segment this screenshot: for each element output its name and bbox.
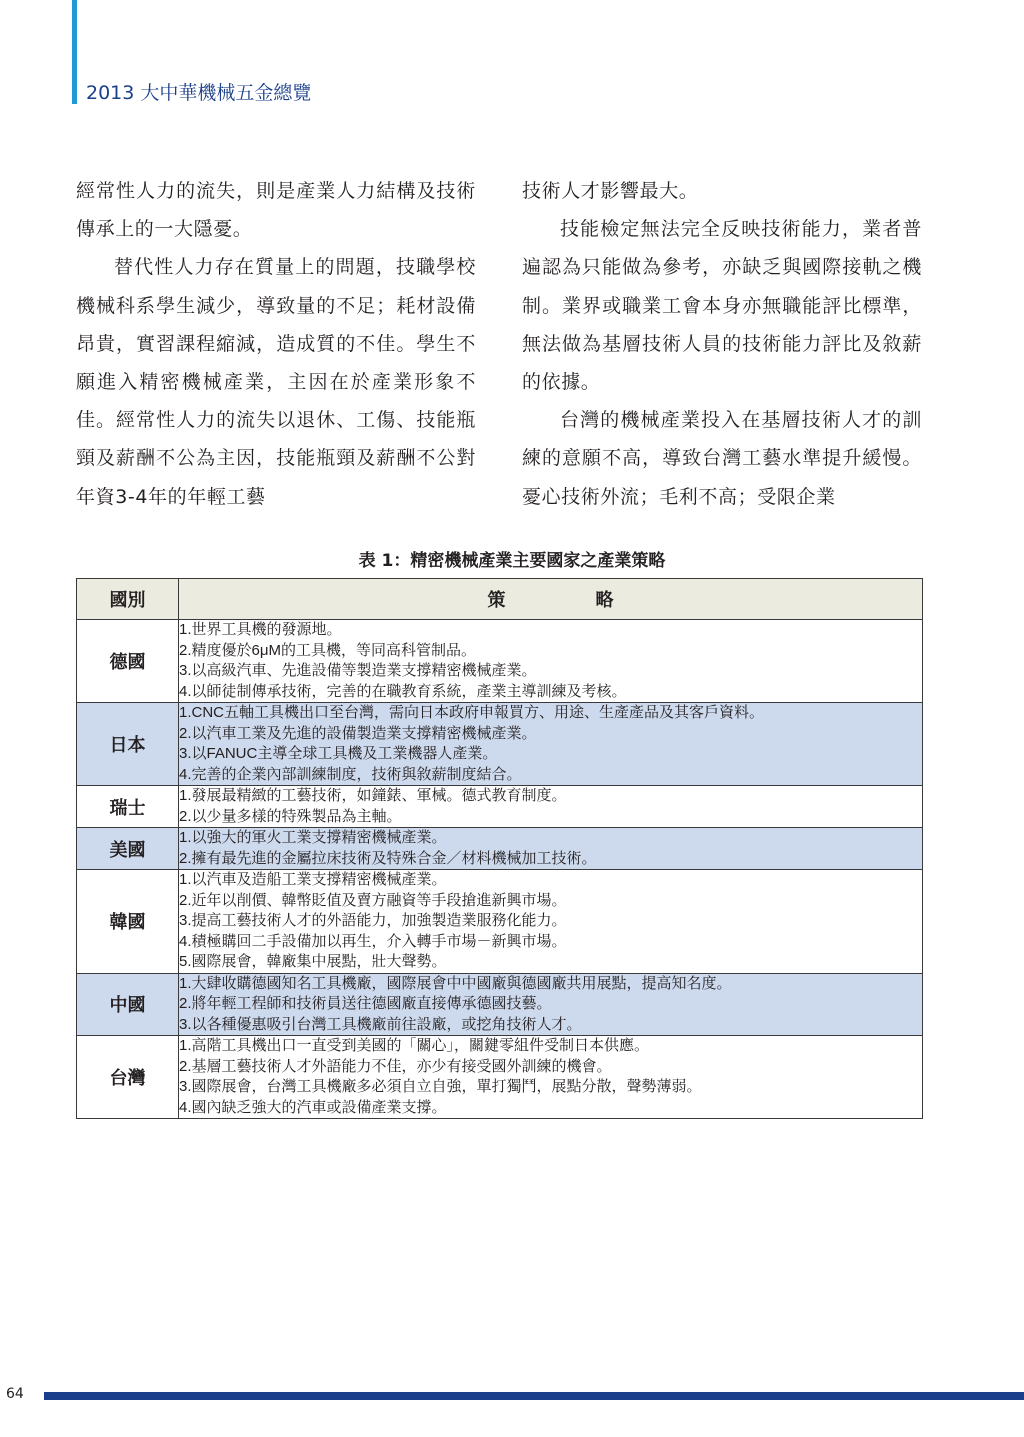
table-row xyxy=(77,620,923,703)
strategy-item: 1.高階工具機出口一直受到美國的「關心」，關鍵零組件受制日本供應。 xyxy=(179,1037,650,1054)
strategy-item: 4.國內缺乏強大的汽車或設備產業支撐。 xyxy=(179,1098,447,1116)
strategy-item: 4.積極購回二手設備加以再生，介入轉手市場－新興市場。 xyxy=(179,932,567,950)
strategy-item: 1.以強大的軍火工業支撐精密機械產業。 xyxy=(179,829,447,846)
strategy-item: 3.以FANUC主導全球工具機及工業機器人產業。 xyxy=(179,745,498,762)
paragraph: 技術人才影響最大。 xyxy=(522,180,699,202)
header-accent-bar xyxy=(72,0,77,104)
strategy-item: 1.發展最精緻的工藝技術，如鐘錶、軍械。德式教育制度。 xyxy=(179,787,567,804)
country-cell: 台灣 xyxy=(77,1036,179,1119)
strategy-cell xyxy=(179,786,923,828)
strategy-item: 1.以汽車及造船工業支撐精密機械產業。 xyxy=(179,871,447,888)
paragraph: 台灣的機械產業投入在基層技術人才的訓練的意願不高，導致台灣工藝水準提升緩慢。憂心技術外流；毛利不高；受限企業 xyxy=(522,409,922,508)
body-column-right xyxy=(522,172,922,516)
country-cell: 韓國 xyxy=(77,870,179,974)
country-cell: 日本 xyxy=(77,703,179,786)
strategy-item: 1.CNC五軸工具機出口至台灣，需向日本政府申報買方、用途、生產產品及其客戶資料。 xyxy=(179,704,765,721)
country-cell: 美國 xyxy=(77,828,179,870)
country-cell: 德國 xyxy=(77,620,179,703)
header-strategy: 策略 xyxy=(179,579,923,620)
strategy-item: 2.基層工藝技術人才外語能力不佳，亦少有接受國外訓練的機會。 xyxy=(179,1057,612,1075)
strategy-cell xyxy=(179,620,923,703)
strategy-item: 2.以少量多樣的特殊製品為主軸。 xyxy=(179,807,402,825)
table-header-row xyxy=(77,579,923,620)
table-row xyxy=(77,828,923,870)
header-country: 國別 xyxy=(77,579,179,620)
strategy-cell xyxy=(179,1036,923,1119)
body-column-left xyxy=(76,172,476,516)
table-row xyxy=(77,703,923,786)
strategy-item: 2.擁有最先進的金屬拉床技術及特殊合金／材料機械加工技術。 xyxy=(179,849,597,867)
strategy-item: 3.以各種優惠吸引台灣工具機廠前往設廠，或挖角技術人才。 xyxy=(179,1015,582,1033)
table-row xyxy=(77,973,923,1036)
country-cell: 瑞士 xyxy=(77,786,179,828)
strategy-item: 2.近年以削價、韓幣貶值及賣方融資等手段搶進新興市場。 xyxy=(179,891,567,909)
paragraph: 經常性人力的流失，則是產業人力結構及技術傳承上的一大隱憂。 xyxy=(76,180,476,241)
paragraph: 技能檢定無法完全反映技術能力，業者普遍認為只能做為參考，亦缺乏與國際接軌之機制。業界或職業工會本身亦無職能評比標準，無法做為基層技術人員的技術能力評比及敘薪的依據。 xyxy=(522,218,922,394)
table-caption: 表 1：精密機械產業主要國家之產業策略 xyxy=(358,551,666,571)
strategy-cell xyxy=(179,703,923,786)
strategy-cell xyxy=(179,870,923,974)
paragraph: 替代性人力存在質量上的問題，技職學校機械科系學生減少，導致量的不足；耗材設備昂貴，實習課程縮減，造成質的不佳。學生不願進入精密機械產業，主因在於產業形象不佳。經常性人力的流失以退休、工傷、技能瓶頸及薪酬不公為主因，技能瓶頸及薪酬不公對年資3-4年的年輕工藝 xyxy=(76,256,476,508)
table-row xyxy=(77,870,923,974)
page-number: 64 xyxy=(6,1386,24,1402)
strategy-item: 2.精度優於6μM的工具機，等同高科管制品。 xyxy=(179,641,476,659)
table-row xyxy=(77,1036,923,1119)
strategy-item: 2.將年輕工程師和技術員送往德國廠直接傳承德國技藝。 xyxy=(179,995,552,1012)
strategy-item: 2.以汽車工業及先進的設備製造業支撐精密機械產業。 xyxy=(179,724,537,742)
table-row xyxy=(77,786,923,828)
strategy-cell xyxy=(179,973,923,1036)
running-header-title: 2013 大中華機械五金總覽 xyxy=(86,82,312,104)
country-cell: 中國 xyxy=(77,973,179,1036)
table-body xyxy=(77,620,923,1119)
strategy-cell xyxy=(179,828,923,870)
strategy-item: 5.國際展會，韓廠集中展點，壯大聲勢。 xyxy=(179,953,447,970)
strategy-item: 1.世界工具機的發源地。 xyxy=(179,621,342,638)
footer-bar xyxy=(44,1392,1024,1400)
strategy-item: 4.以師徒制傳承技術，完善的在職教育系統，產業主導訓練及考核。 xyxy=(179,682,627,700)
strategy-item: 3.提高工藝技術人才的外語能力，加強製造業服務化能力。 xyxy=(179,912,567,929)
strategy-item: 3.國際展會，台灣工具機廠多必須自立自強，單打獨鬥，展點分散，聲勢薄弱。 xyxy=(179,1078,702,1095)
strategy-item: 1.大肆收購德國知名工具機廠，國際展會中中國廠與德國廠共用展點，提高知名度。 xyxy=(179,974,732,992)
strategy-table xyxy=(76,578,923,1119)
strategy-item: 4.完善的企業內部訓練制度，技術與敘薪制度結合。 xyxy=(179,765,522,783)
strategy-item: 3.以高級汽車、先進設備等製造業支撐精密機械產業。 xyxy=(179,662,537,679)
